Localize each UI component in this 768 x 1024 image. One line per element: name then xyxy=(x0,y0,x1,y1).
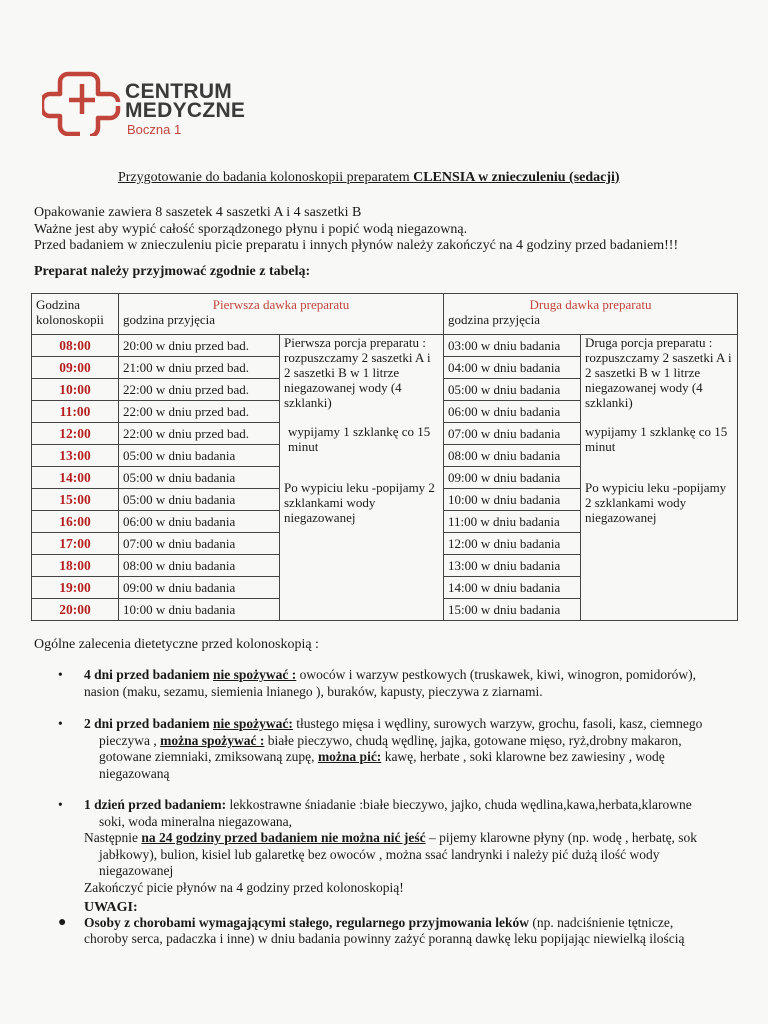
second-dose-time: 04:00 w dniu badania xyxy=(444,357,581,379)
first-dose-title: Pierwsza dawka preparatu xyxy=(212,297,350,312)
logo-line-2: MEDYCZNE xyxy=(125,99,246,122)
second-dose-time: 14:00 w dniu badania xyxy=(444,577,581,599)
colonoscopy-time: 17:00 xyxy=(32,533,119,555)
first-dose-instructions xyxy=(280,335,444,621)
intro-line-2: Ważne jest aby wypić całość sporządzonego płynu i popić wodą niegazowną. xyxy=(34,221,468,237)
bullet: ● xyxy=(58,915,67,930)
second-dose-sub: godzina przyjęcia xyxy=(448,312,541,327)
second-dose-time: 07:00 w dniu badania xyxy=(444,423,581,445)
colonoscopy-time: 10:00 xyxy=(32,379,119,401)
first-dose-time: 22:00 w dniu przed bad. xyxy=(119,401,280,423)
second-dose-time: 06:00 w dniu badania xyxy=(444,401,581,423)
rec1-u1: nie spożywać : xyxy=(213,667,297,682)
first-dose-time: 08:00 w dniu badania xyxy=(119,555,280,577)
second-dose-time: 08:00 w dniu badania xyxy=(444,445,581,467)
second-dose-time: 09:00 w dniu badania xyxy=(444,467,581,489)
rec3-t1: lekkostrawne śniadanie :białe bieczywo, jajko, chuda wędlina,kawa,herbata,klarowne xyxy=(226,797,692,812)
rec2-t4: niegazowaną xyxy=(99,765,170,781)
header-second-dose xyxy=(444,294,738,335)
rec2-u3: można pić: xyxy=(317,749,382,764)
first-dose-time: 05:00 w dniu badania xyxy=(119,489,280,511)
first-dose-time: 06:00 w dniu badania xyxy=(119,511,280,533)
rec2-t2b: białe pieczywo, chudą wędlinę, jajka, gotowane mięso, ryż,drobny makaron, xyxy=(264,732,682,748)
rec2-lead: 2 dni przed badaniem xyxy=(84,716,214,731)
first-dose-sub: godzina przyjęcia xyxy=(123,312,216,327)
rec3-u1: na 24 godziny przed badaniem nie można nić jeść xyxy=(141,830,426,845)
colonoscopy-time: 16:00 xyxy=(32,511,119,533)
colonoscopy-time: 08:00 xyxy=(32,335,119,357)
rec3-t6: Zakończyć picie płynów na 4 godziny przed kolonoskopią! xyxy=(84,879,404,895)
colonoscopy-time: 09:00 xyxy=(32,357,119,379)
colonoscopy-time: 20:00 xyxy=(32,599,119,621)
second-dose-time: 03:00 w dniu badania xyxy=(444,335,581,357)
colonoscopy-time: 19:00 xyxy=(32,577,119,599)
rec3-t3b: – pijemy klarowne płyny (np. wodę , herbatę, sok xyxy=(425,830,698,845)
rec2-u2: można spożywać : xyxy=(160,732,265,748)
intro-block xyxy=(34,205,678,255)
first-dose-time: 21:00 w dniu przed bad. xyxy=(119,357,280,379)
colonoscopy-time: 11:00 xyxy=(32,401,119,423)
schedule-table xyxy=(31,293,738,621)
second-dose-time: 05:00 w dniu badania xyxy=(444,379,581,401)
first-dose-time: 22:00 w dniu przed bad. xyxy=(119,423,280,445)
second-dose-instructions xyxy=(581,335,738,621)
colonoscopy-time: 14:00 xyxy=(32,467,119,489)
first-dose-time: 20:00 w dniu przed bad. xyxy=(119,335,280,357)
rec3-lead: 1 dzień przed badaniem: xyxy=(84,797,227,812)
warnings-heading: UWAGI: xyxy=(84,900,138,915)
second-dose-time: 15:00 w dniu badania xyxy=(444,599,581,621)
rec2-t2a: pieczywa , xyxy=(99,732,161,748)
second-dose-time: 11:00 w dniu badania xyxy=(444,511,581,533)
recommendation-4-days xyxy=(58,667,748,700)
header-first-dose xyxy=(119,294,444,335)
logo-line-1: CENTRUM xyxy=(125,80,233,103)
recommendation-2-days xyxy=(58,716,748,782)
table-header-row xyxy=(32,294,738,335)
bullet: • xyxy=(58,667,63,682)
logo-text xyxy=(125,82,245,136)
first-instr-2: wypijamy 1 szklankę co 15 minut xyxy=(288,424,431,454)
first-dose-time: 05:00 w dniu badania xyxy=(119,467,280,489)
second-dose-time: 10:00 w dniu badania xyxy=(444,489,581,511)
colonoscopy-time: 13:00 xyxy=(32,445,119,467)
rec2-u1: nie spożywać: xyxy=(213,716,293,731)
second-dose-time: 13:00 w dniu badania xyxy=(444,555,581,577)
document-title xyxy=(118,170,620,186)
rec1-t1: owoców i warzyw pestkowych (truskawek, kiwi, winogron, pomidorów), xyxy=(296,667,696,682)
table-heading: Preparat należy przyjmować zgodnie z tabelą: xyxy=(34,264,311,279)
second-instr-2: wypijamy 1 szklankę co 15 minut xyxy=(585,424,728,454)
recommendation-1-day xyxy=(58,797,748,896)
header-colonoscopy-time: Godzina kolonoskopii xyxy=(32,294,119,335)
intro-line-1: Opakowanie zawiera 8 saszetek 4 saszetki A i 4 saszetki B xyxy=(34,205,362,220)
first-dose-time: 10:00 w dniu badania xyxy=(119,599,280,621)
bullet: • xyxy=(58,716,63,731)
logo-street: Boczna 1 xyxy=(127,122,182,137)
rec2-t3b: kawę, herbate , soki klarowne bez zawiesiny , wodę xyxy=(381,749,665,764)
warn-t1: (np. nadciśnienie tętnicze, xyxy=(528,915,674,930)
first-dose-time: 09:00 w dniu badania xyxy=(119,577,280,599)
title-highlight: CLENSIA w znieczuleniu (sedacji) xyxy=(413,170,620,185)
rec3-t5: niegazowanej xyxy=(99,863,174,878)
colonoscopy-time: 18:00 xyxy=(32,555,119,577)
first-dose-time: 22:00 w dniu przed bad. xyxy=(119,379,280,401)
rec3-t4: jabłkowy), bulion, kisiel lub galaretkę bez owoców , można ssać landrynki i należy pić dużą ilość wody xyxy=(99,846,660,862)
rec1-lead: 4 dni przed badaniem xyxy=(84,667,214,682)
first-dose-time: 05:00 w dniu badania xyxy=(119,445,280,467)
first-instr-1: Pierwsza porcja preparatu : rozpuszczamy 2 saszetki A i 2 saszetki B w 1 litrze niegazowanej wody (4 szklanki) xyxy=(284,335,431,410)
intro-line-3: Przed badaniem w znieczuleniu picie preparatu i innych płynów należy zakończyć na 4 godziny przed badaniem!!! xyxy=(34,238,679,253)
diet-heading: Ogólne zalecenia dietetyczne przed kolonoskopią : xyxy=(34,637,319,652)
first-instr-3: Po wypiciu leku -popijamy 2 szklankami wody niegazowanej xyxy=(284,480,435,525)
rec3-t2: soki, woda mineralna niegazowana, xyxy=(99,813,293,829)
title-prefix: Przygotowanie do badania kolonoskopii preparatem xyxy=(118,170,414,185)
colonoscopy-time: 15:00 xyxy=(32,489,119,511)
second-dose-title: Druga dawka preparatu xyxy=(529,297,652,312)
second-instr-3: Po wypiciu leku -popijamy 2 szklankami wody niegazowanej xyxy=(585,480,727,525)
warn-t2: choroby serca, padaczka i inne) w dniu badania powinny zażyć poranną dawkę leku popijając niewielką ilością xyxy=(84,931,685,946)
second-dose-time: 12:00 w dniu badania xyxy=(444,533,581,555)
second-instr-1: Druga porcja preparatu : rozpuszczamy 2 saszetki A i 2 saszetki B w 1 litrze niegazowanej wody (4 szklanki) xyxy=(585,335,732,410)
rec2-t3a: gotowane ziemniaki, zmiksowaną zupę, xyxy=(99,749,318,764)
rec3-t3a: Następnie xyxy=(84,830,142,845)
bullet: • xyxy=(58,797,63,812)
rec2-t1: tłustego mięsa i wędliny, surowych warzyw, grochu, fasoli, kasz, ciemnego xyxy=(292,716,703,731)
warnings xyxy=(58,915,748,947)
first-dose-time: 07:00 w dniu badania xyxy=(119,533,280,555)
colonoscopy-time: 12:00 xyxy=(32,423,119,445)
table-row xyxy=(32,335,738,357)
warn-lead: Osoby z chorobami wymagającymi stałego, regularnego przyjmowania leków xyxy=(84,915,529,930)
rec1-line2: nasion (maku, sezamu, siemienia lnianego ), buraków, kapusty, pieczywa z ziarnami. xyxy=(84,683,543,699)
